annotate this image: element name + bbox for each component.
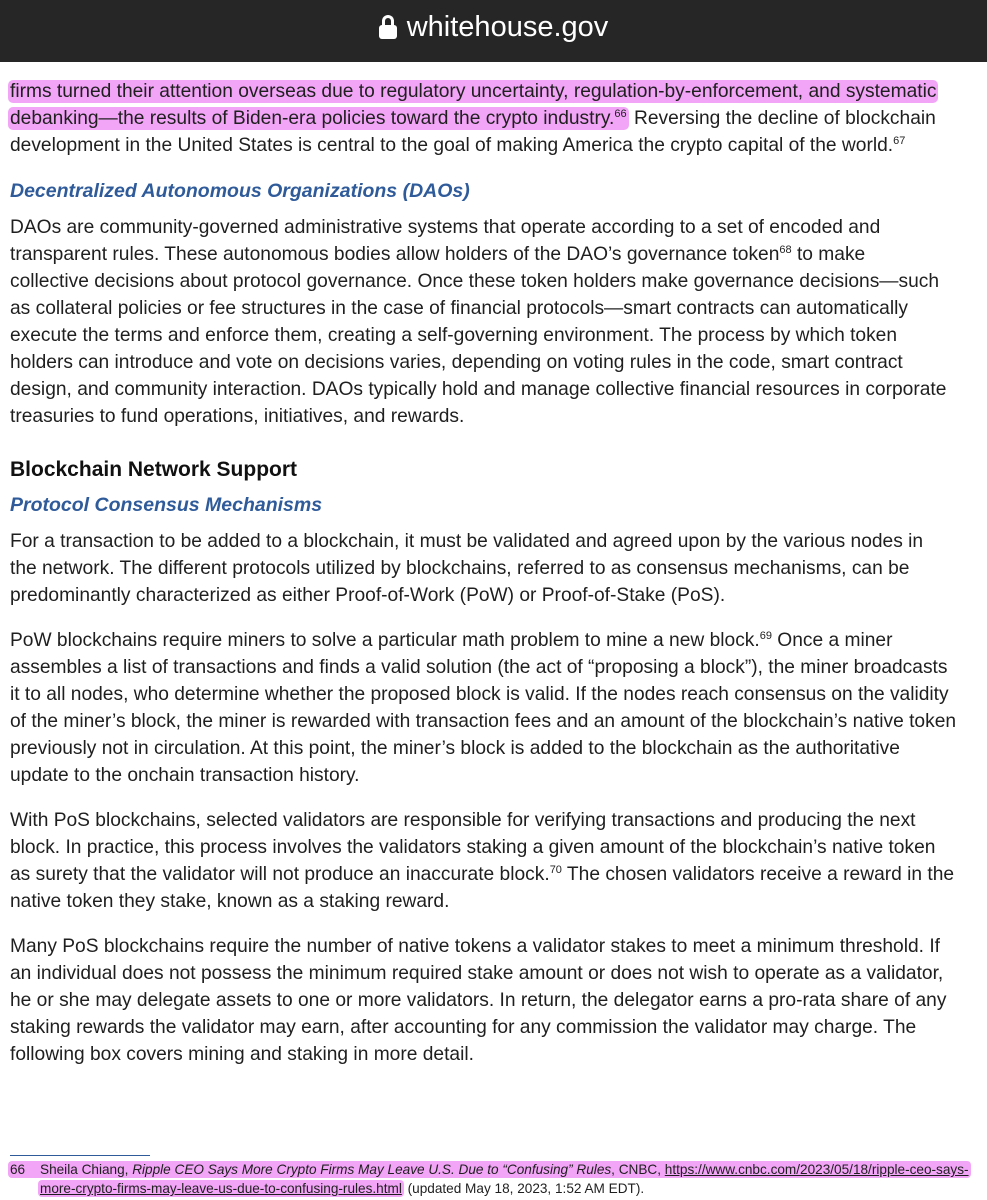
footnote-divider	[10, 1155, 150, 1156]
footnote-link-continued[interactable]: more-crypto-firms-may-leave-us-due-to-confusing-rules.html	[40, 1181, 402, 1196]
footnote-ref-68[interactable]: 68	[779, 244, 792, 256]
url-display[interactable]	[379, 11, 609, 44]
highlighted-text: debanking—the results of Biden-era policies toward the crypto industry.$^{66}$	[10, 108, 627, 129]
pos-paragraph: With PoS blockchains, selected validators are responsible for verifying transactions and producing the next block. In practice, this process involves the validators staking a given amount of the blockchain’s native token as surety that the validator will not produce an inaccurate block.$^{70}$ The chosen validators receive a reward in the native token they stake, known as a staking reward.	[10, 810, 955, 912]
footnote-updated: (updated May 18, 2023, 1:52 AM EDT).	[403, 1181, 645, 1196]
delegation-paragraph: Many PoS blockchains require the number of native tokens a validator stakes to meet a minimum threshold. If an individual does not possess the minimum required stake amount or does not wish to operate as a validator, he or she may delegate assets to one or more validators. In return, the delegator earns a pro-rata share of any staking rewards the validator may earn, after accounting for any commission the validator may charge. The following box covers mining and staking in more detail.	[10, 936, 947, 1065]
pow-paragraph: PoW blockchains require miners to solve a particular math problem to mine a new block.$^{69}$ Once a miner assembles a list of transactions and finds a valid solution (the act of “proposing a block”), the miner broadcasts it to all nodes, who determine whether the proposed block is valid. If the nodes reach consensus on the validity of the miner’s block, the miner is rewarded with transaction fees and an amount of the blockchain’s native token previously not in circulation. At this point, the miner’s block is added to the blockchain as the authoritative update to the onchain transaction history.	[10, 630, 957, 786]
dao-paragraph: DAOs are community-governed administrative systems that operate according to a set of encoded and transparent rules. These autonomous bodies allow holders of the DAO’s governance token$^{68}$ to make collective decisions about protocol governance. Once these token holders make governance decisions—such as collateral policies or fee structures in the case of financial protocols—smart contracts can automatically execute the terms and enforce them, creating a self-governing environment. The process by which token holders can introduce and vote on decisions varies, depending on voting rules in the code, smart contract design, and community interaction. DAOs typically hold and manage collective financial resources in corporate treasuries to fund operations, initiatives, and rewards.	[10, 217, 947, 427]
footnote-ref-69[interactable]: 69	[759, 630, 772, 642]
lock-icon	[379, 15, 397, 39]
browser-url-bar[interactable]	[0, 0, 987, 62]
url-domain: whitehouse.gov	[406, 10, 609, 43]
consensus-paragraph-1: For a transaction to be added to a blockchain, it must be validated and agreed upon by the various nodes in the network. The different protocols utilized by blockchains, referred to as consensus mechanisms, can be predominantly characterized as either Proof-of-Work (PoW) or Proof-of-Stake (PoS).	[10, 531, 924, 606]
consensus-heading: Protocol Consensus Mechanisms	[10, 494, 323, 516]
highlighted-text: firms turned their attention overseas due to regulatory uncertainty, regulation-by-enforcement, and systematic	[10, 81, 937, 102]
footnote-number: 66	[10, 1162, 26, 1177]
document-page	[10, 78, 987, 1068]
footnote-link[interactable]: https://www.cnbc.com/2023/05/18/ripple-ceo-says-	[664, 1162, 969, 1177]
dao-heading: Decentralized Autonomous Organizations (DAOs)	[10, 180, 470, 202]
footnote-ref-66[interactable]: 66	[614, 108, 627, 120]
network-heading: Blockchain Network Support	[10, 458, 298, 481]
intro-paragraph: firms turned their attention overseas due to regulatory uncertainty, regulation-by-enforcement, and systematic debanking—the results of Biden-era policies toward the crypto industry.$^{66}$ Reversing the decline of blockchain development in the United States is central to the goal of making America the crypto capital of the world.$^{67}$	[10, 81, 937, 156]
footnote-author: Sheila Chiang,	[40, 1162, 133, 1177]
footnote-66	[10, 1160, 980, 1198]
footnote-ref-67[interactable]: 67	[893, 135, 906, 147]
footnote-title: Ripple CEO Says More Crypto Firms May Leave U.S. Due to “Confusing” Rules	[132, 1162, 612, 1177]
footnote-ref-70[interactable]: 70	[549, 864, 562, 876]
footnote-source: , CNBC,	[611, 1162, 665, 1177]
